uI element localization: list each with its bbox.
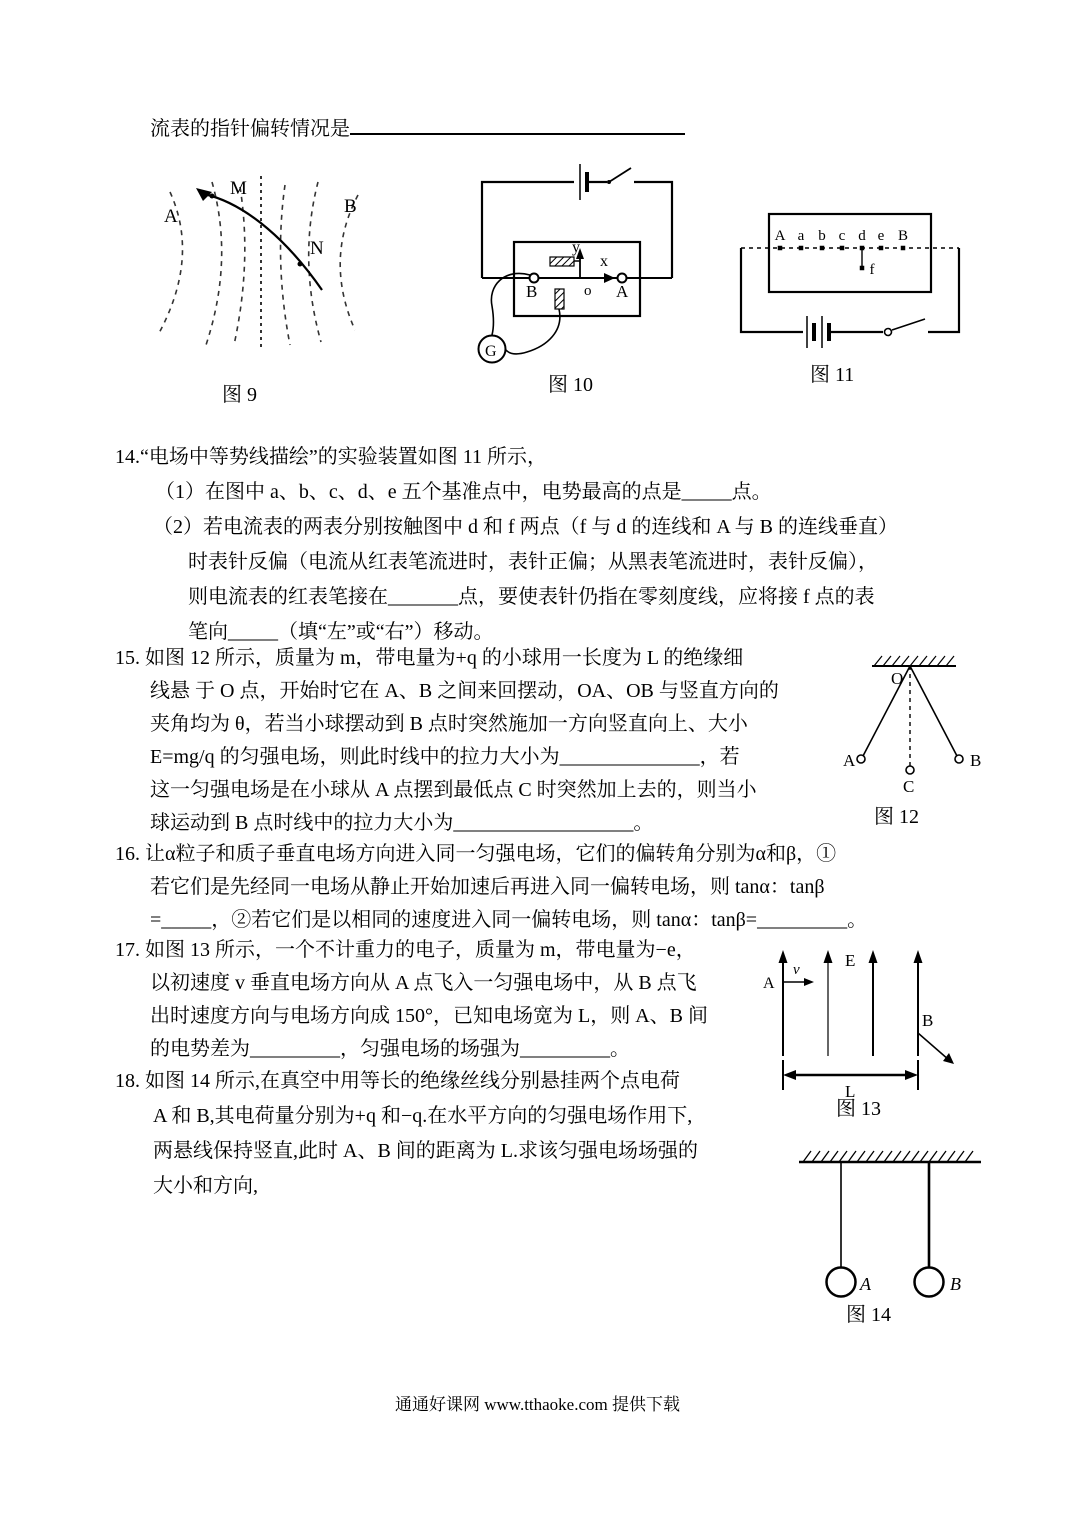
question-line: 的电势差为_________，匀强电场的场强为_________。	[150, 1038, 630, 1060]
label-m: M	[230, 178, 247, 199]
figure-12-caption: 图 12	[874, 806, 919, 828]
point-c	[840, 246, 845, 251]
question-line: 球运动到 B 点时线中的拉力大小为__________________。	[150, 812, 654, 834]
ball-c	[906, 766, 914, 774]
field-arrowhead	[914, 950, 923, 963]
question-line: 17. 如图 13 所示，一个不计重力的电子，质量为 m，带电量为−e，	[115, 939, 696, 961]
probe-horizontal	[550, 257, 574, 266]
question-line: 16. 让α粒子和质子垂直电场方向进入同一匀强电场，它们的偏转角分别为α和β，①	[115, 843, 837, 865]
question-17	[115, 934, 708, 1066]
figure-11-caption: 图 11	[810, 364, 855, 386]
label-g: G	[485, 343, 497, 360]
wire	[928, 248, 959, 332]
board-outline	[769, 214, 931, 292]
question-line: 两悬线保持竖直,此时 A、B 间的距离为 L.求该匀强电场场强的	[153, 1140, 698, 1162]
question-line: 18. 如图 14 所示,在真空中用等长的绝缘丝线分别悬挂两个点电荷	[115, 1070, 680, 1092]
probe-vertical	[555, 289, 564, 309]
intro-line	[150, 112, 685, 146]
label-o: O	[891, 669, 904, 688]
ball-b	[955, 755, 963, 763]
label-point: a	[797, 228, 805, 244]
label-o: o	[584, 283, 592, 299]
label-b: B	[950, 1274, 961, 1294]
charge-a	[827, 1268, 856, 1297]
field-arrowhead	[779, 950, 788, 963]
dimension-arrowhead	[905, 1070, 918, 1080]
label-a: A	[843, 751, 856, 770]
question-16	[115, 838, 867, 937]
label-point: B	[897, 228, 909, 244]
label-point: c	[838, 228, 846, 244]
question-line: 夹角均为 θ，若当小球摆动到 B 点时突然施加一方向竖直向上、大小	[150, 713, 748, 735]
field-line	[309, 182, 321, 342]
field-lines-diagram	[148, 170, 458, 360]
wire	[741, 248, 803, 332]
question-14	[115, 440, 898, 650]
question-line: （1）在图中 a、b、c、d、e 五个基准点中，电势最高的点是_____点。	[155, 481, 772, 503]
label-e: E	[845, 951, 856, 970]
equipotential-board-diagram	[733, 194, 968, 354]
x-axis-arrowhead	[604, 273, 615, 283]
label-point: A	[774, 228, 786, 244]
figure-11	[733, 194, 968, 359]
point-a	[799, 246, 804, 251]
field-line	[281, 185, 290, 345]
dimension-arrowhead	[783, 1070, 796, 1080]
question-line: 15. 如图 12 所示，质量为 m，带电量为+q 的小球用一长度为 L 的绝缘细	[115, 647, 744, 669]
figure-10	[452, 156, 702, 391]
figure-13	[757, 936, 982, 1111]
wavy-wire-left	[491, 273, 530, 335]
question-line: E=mg/q 的匀强电场，则此时线中的拉力大小为______________，若	[150, 746, 740, 768]
figure-14	[793, 1140, 1013, 1320]
field-arrowhead	[869, 950, 878, 963]
figure-9	[148, 170, 458, 365]
velocity-arrowhead	[804, 978, 814, 986]
question-line: A 和 B,其电荷量分别为+q 和−q.在水平方向的匀强电场作用下,	[153, 1105, 693, 1127]
question-18	[115, 1064, 698, 1204]
exit-velocity-arrow	[918, 1033, 949, 1060]
switch-lever	[609, 168, 631, 182]
label-y: y	[572, 239, 580, 256]
label-n: N	[310, 238, 324, 259]
figure-9-caption: 图 9	[222, 384, 257, 406]
question-line: 则电流表的红表笔接在_______点，要使表针仍指在零刻度线，应将接 f 点的表	[188, 586, 875, 608]
field-line	[206, 182, 222, 345]
exit-arrowhead	[943, 1053, 954, 1064]
question-line: 大小和方向,	[153, 1175, 258, 1197]
label-a: A	[763, 975, 775, 992]
label-a: A	[616, 282, 629, 301]
figure-10-caption: 图 10	[548, 374, 593, 396]
point-f	[860, 266, 865, 271]
footer-site-credit: 通通好课网 www.tthaoke.com 提供下载	[394, 1395, 681, 1414]
label-b: B	[526, 282, 538, 301]
label-f: f	[869, 262, 875, 278]
question-line: （2）若电流表的两表分别按触图中 d 和 f 两点（f 与 d 的连线和 A 与 B 的连线垂直）	[153, 516, 898, 538]
label-point: e	[877, 228, 885, 244]
point-b	[820, 246, 825, 251]
field-arrowhead	[824, 950, 833, 963]
question-line: 若它们是先经同一电场从静止开始加速后再进入同一偏转电场，则 tanα：tanβ	[150, 876, 825, 898]
label-b: B	[970, 751, 982, 770]
figure-14-caption: 图 14	[846, 1304, 891, 1326]
field-deflection-diagram	[757, 936, 982, 1106]
label-x: x	[600, 253, 608, 270]
point-B	[901, 246, 906, 251]
question-line: 以初速度 v 垂直电场方向从 A 点飞入一匀强电场中，从 B 点飞	[150, 972, 697, 994]
circuit-diagram	[452, 156, 702, 386]
question-line: 这一匀强电场是在小球从 A 点摆到最低点 C 时突然加上去的，则当小	[150, 779, 757, 801]
figure-13-caption: 图 13	[836, 1098, 881, 1120]
point-n-dot	[298, 262, 303, 267]
figure-12	[836, 648, 1031, 813]
question-15	[115, 642, 779, 840]
point-A	[778, 246, 783, 251]
switch-contact	[885, 329, 892, 336]
label-b: B	[344, 196, 357, 217]
question-line: =_____，②若它们是以相同的速度进入同一偏转电场，则 tanα：tanβ=_________。	[150, 909, 868, 931]
switch-lever	[892, 319, 925, 330]
question-line: 笔向_____（填“左”或“右”）移动。	[188, 621, 494, 643]
charge-b	[915, 1268, 944, 1297]
label-c: C	[903, 777, 915, 796]
ball-a	[857, 755, 865, 763]
label-a: A	[164, 206, 178, 227]
question-line: 线悬 于 O 点，开始时它在 A、B 之间来回摆动，OA、OB 与竖直方向的	[150, 680, 779, 702]
label-v: v	[793, 962, 800, 978]
question-line: 出时速度方向与电场方向成 150°，已知电场宽为 L，则 A、B 间	[150, 1005, 708, 1027]
switch-pivot	[607, 180, 611, 184]
label-point: d	[858, 228, 866, 244]
question-line: 时表针反偏（电流从红表笔流进时，表针正偏；从黑表笔流进时，表针反偏），	[188, 551, 878, 573]
answer-blank-line[interactable]	[350, 113, 685, 135]
label-l: L	[845, 1082, 856, 1101]
hanging-charges-diagram	[793, 1140, 1013, 1315]
point-e	[879, 246, 884, 251]
question-line: 14.“电场中等势线描绘”的实验装置如图 11 所示，	[115, 446, 548, 468]
intro-text: 流表的指针偏转情况是	[150, 118, 350, 140]
label-b: B	[922, 1011, 934, 1030]
point-m-dot	[210, 194, 215, 199]
point-d	[860, 246, 865, 251]
label-point: b	[818, 228, 826, 244]
label-a: A	[860, 1274, 871, 1294]
string-ob	[910, 666, 957, 756]
pendulum-diagram	[836, 648, 1031, 808]
